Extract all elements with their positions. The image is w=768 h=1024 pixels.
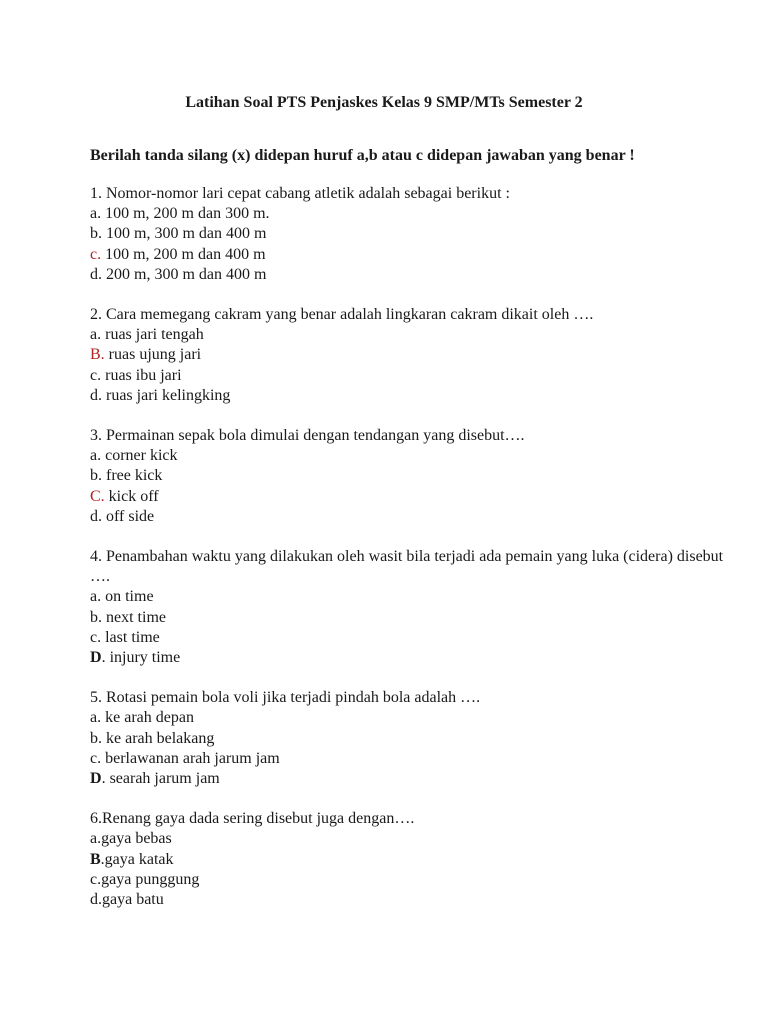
option-letter: a.	[90, 588, 102, 606]
document-title: Latihan Soal PTS Penjaskes Kelas 9 SMP/MTs Semester 2	[185, 94, 583, 111]
option-b	[90, 729, 730, 749]
option-a	[90, 325, 730, 345]
question-4	[90, 547, 730, 668]
option-d	[90, 265, 730, 285]
question-5	[90, 688, 730, 789]
option-d	[90, 648, 730, 668]
option-letter-answer: c.	[90, 245, 102, 263]
option-letter: b.	[90, 467, 102, 485]
option-text: ke arah belakang	[102, 729, 215, 747]
option-c	[90, 749, 730, 769]
option-letter: a.	[90, 830, 102, 848]
option-c	[90, 366, 730, 386]
option-letter: a.	[90, 326, 102, 344]
option-c	[90, 487, 730, 507]
question-2	[90, 305, 730, 406]
option-text: 100 m, 300 m dan 400 m	[102, 225, 267, 243]
option-a	[90, 204, 730, 224]
option-b	[90, 850, 730, 870]
option-a	[90, 587, 730, 607]
option-text: berlawanan arah jarum jam	[101, 749, 280, 767]
option-letter: a.	[90, 447, 102, 465]
question-text: 2. Cara memegang cakram yang benar adalah lingkaran cakram dikait oleh ….	[90, 306, 594, 324]
option-a	[90, 829, 730, 849]
question-text: 3. Permainan sepak bola dimulai dengan tendangan yang disebut….	[90, 427, 525, 445]
option-b	[90, 345, 730, 365]
option-text: 200 m, 300 m dan 400 m	[102, 265, 267, 283]
option-letter: c.	[90, 366, 102, 384]
question-text: 6.Renang gaya dada sering disebut juga dengan….	[90, 810, 415, 828]
option-text: on time	[101, 588, 154, 606]
option-a	[90, 446, 730, 466]
instruction-text: Berilah tanda silang (x) didepan huruf a,b atau c didepan jawaban yang benar !	[90, 147, 635, 164]
option-letter: a.	[90, 709, 102, 727]
option-letter: b.	[90, 608, 102, 626]
option-letter: a.	[90, 205, 102, 223]
option-text: gaya bebas	[101, 830, 172, 848]
option-text: free kick	[102, 467, 163, 485]
option-text: ruas jari tengah	[101, 326, 204, 344]
option-text: ruas jari kelingking	[102, 386, 231, 404]
question-6	[90, 809, 730, 910]
question-1	[90, 184, 730, 285]
option-letter: d.	[90, 265, 102, 283]
option-text: kick off	[104, 487, 159, 505]
option-b	[90, 224, 730, 244]
option-letter-answer: C.	[90, 487, 105, 505]
option-text: 100 m, 200 m dan 300 m.	[101, 205, 270, 223]
option-c	[90, 870, 730, 890]
option-text: ruas ujung jari	[104, 346, 202, 364]
option-text: gaya punggung	[101, 870, 200, 888]
option-letter: b.	[90, 225, 102, 243]
option-text: 100 m, 200 m dan 400 m	[101, 245, 266, 263]
option-letter: c.	[90, 628, 102, 646]
option-d	[90, 507, 730, 527]
option-b	[90, 608, 730, 628]
option-text: gaya batu	[102, 891, 164, 909]
question-text: 4. Penambahan waktu yang dilakukan oleh wasit bila terjadi ada pemain yang luka (cidera) disebut ….	[90, 548, 724, 586]
option-text: next time	[102, 608, 166, 626]
option-letter-answer: B	[90, 850, 101, 868]
option-text: ruas ibu jari	[101, 366, 182, 384]
option-c	[90, 245, 730, 265]
option-text: off side	[102, 507, 155, 525]
option-text: corner kick	[101, 447, 178, 465]
option-letter: d.	[90, 891, 102, 909]
option-letter-answer: D	[90, 770, 102, 788]
option-c	[90, 628, 730, 648]
option-d	[90, 890, 730, 910]
option-a	[90, 708, 730, 728]
question-list	[90, 184, 730, 930]
option-letter: d.	[90, 507, 102, 525]
option-text: . injury time	[101, 649, 181, 667]
question-text: 1. Nomor-nomor lari cepat cabang atletik adalah sebagai berikut :	[90, 185, 510, 202]
option-text: .gaya katak	[100, 850, 174, 868]
option-text: last time	[101, 628, 160, 646]
question-text: 5. Rotasi pemain bola voli jika terjadi pindah bola adalah ….	[90, 689, 481, 707]
option-text: ke arah depan	[101, 709, 194, 727]
option-letter-answer: D	[90, 649, 102, 667]
option-letter: d.	[90, 386, 102, 404]
question-3	[90, 426, 730, 527]
option-letter: b.	[90, 729, 102, 747]
option-letter: c.	[90, 749, 102, 767]
option-text: . searah jarum jam	[101, 770, 220, 788]
option-d	[90, 769, 730, 789]
option-letter-answer: B.	[90, 346, 105, 364]
option-b	[90, 466, 730, 486]
option-letter: c.	[90, 870, 102, 888]
option-d	[90, 386, 730, 406]
